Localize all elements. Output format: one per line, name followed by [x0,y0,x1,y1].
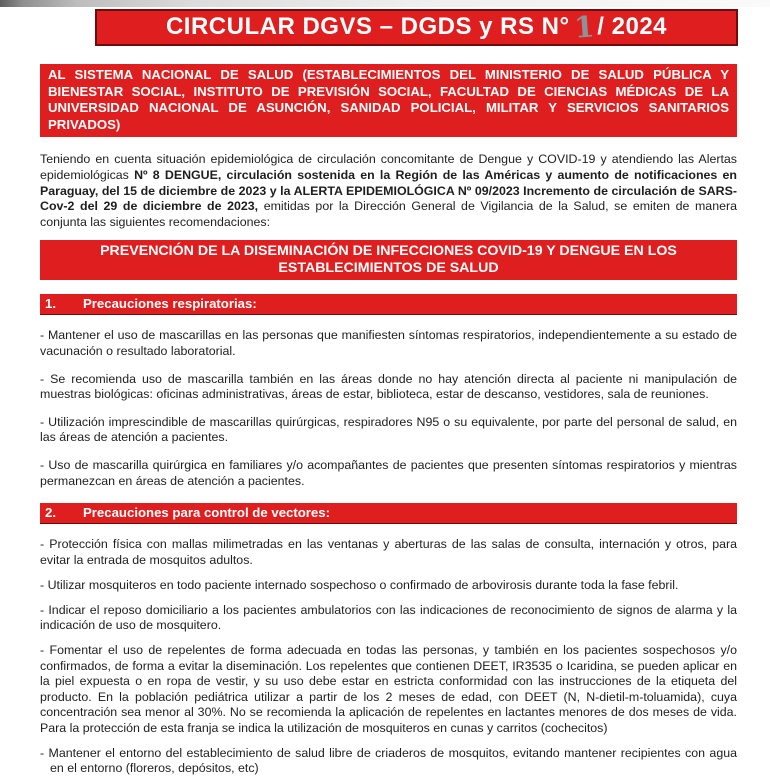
circular-number-handwritten: 1 [572,9,596,45]
section-1-number: 1. [45,296,56,312]
circular-title-banner [95,9,738,46]
main-subject-banner [40,240,737,280]
bullet-vectors-home-rest: - Indicar el reposo domiciliario a los pacientes ambulatorios con las indicaciones de reconocimiento de signos de alarma y la indicación de uso de mosquitero. [40,602,737,633]
scan-edge-artifact [0,0,770,7]
bullet-respiratory-masks: - Mantener el uso de mascarillas en las personas que manifiesten síntomas respiratorios, independientemente a su estado de vacunación o resultado laboratorial. [40,328,737,358]
bullet-vectors-screens: - Protección física con mallas milimetradas en las ventanas y aberturas de las salas de consulta, internación y otros, para evitar la entrada de mosquitos adultos. [40,537,737,567]
circular-title-suffix: / 2024 [597,13,668,40]
section-1-title: Precauciones respiratorias: [83,296,257,312]
intro-text-tail: emitidas por la Dirección General de Vigilancia de la Salud, se emiten de manera conjunta las siguientes recomendaciones: [40,199,737,229]
bullet-respiratory-companions: - Uso de mascarilla quirúrgica en familiares y/o acompañantes de pacientes que presenten síntomas respiratorios y mientras permanezcan en áreas de atención a pacientes. [40,457,737,488]
circular-title-prefix: CIRCULAR DGVS – DGDS y RS N° [165,13,570,40]
intro-paragraph [40,152,737,230]
bullet-respiratory-n95: - Utilización imprescindible de mascarillas quirúrgicas, respiradores N95 o su equivalente, por parte del personal de salud, en las áreas de atención a pacientes. [40,414,737,445]
intro-text-alerts-bold: Nº 8 DENGUE, circulación sostenida en la Región de las Américas y aumento de notificaciones en Paraguay, del 15 de diciembre de 2023 y la ALERTA EPIDEMIOLÓGICA Nº 09/2023 Incremento de circulación de SARS-Cov-2 del 29 de diciembre de 2023, [40,167,737,214]
bullet-vectors-repellents: - Fomentar el uso de repelentes de forma adecuada en todas las personas, y también en los pacientes sospechosos y/o confirmados, de forma a evitar la diseminación. Los repelentes que contienen DEET, IR3535 o Icaridina, se pueden aplicar en la piel expuesta o en ropa de vestir, y su uso debe estar en estricta conformidad con las instrucciones de la etiqueta del producto. En la población pediátrica utilizar a partir de los 2 meses de edad, con DEET (N, N-dietil-m-toluamida), cuya concentración sea menor al 30%. No se recomienda la aplicación de repelentes en lactantes menores de dos meses de vida. Para la protección de esta franja se indica la utilización de mosquiteros en cunas y carritos (cochecitos) [40,643,737,736]
section-2-number: 2. [45,505,56,521]
section-1-heading-banner [40,294,737,315]
main-subject-line2: ESTABLECIMIENTOS DE SALUD [278,259,499,276]
main-subject-line1: PREVENCIÓN DE LA DISEMINACIÓN DE INFECCIONES COVID-19 Y DENGUE EN LOS [100,243,677,260]
bullet-vectors-breeding-sites: - Mantener el entorno del establecimiento de salud libre de criaderos de mosquitos, evitando mantener recipientes con agua en el entorno (floreros, depósitos, etc) [40,745,737,776]
bullet-respiratory-admin-areas: - Se recomienda uso de mascarilla también en las áreas donde no hay atención directa al paciente ni manipulación de muestras biológicas: oficinas administrativas, áreas de estar, biblioteca, estar de descanso, vestidores, sala de reuniones. [40,371,737,402]
section-2-title: Precauciones para control de vectores: [83,505,330,521]
intro-text-lead: Teniendo en cuenta situación epidemiológica de circulación concomitante de Dengue y COVID-19 y atendiendo las Alertas epidemiológicas [40,152,737,182]
section-2-heading-banner [40,503,737,524]
bullet-vectors-bednets: - Utilizar mosquiteros en todo paciente internado sospechoso o confirmado de arbovirosis durante toda la fase febril. [40,578,679,593]
addressee-block: AL SISTEMA NACIONAL DE SALUD (ESTABLECIMIENTOS DEL MINISTERIO DE SALUD PÚBLICA Y BIENESTAR SOCIAL, INSTITUTO DE PREVISIÓN SOCIAL, FACULTAD DE CIENCIAS MÉDICAS DE LA UNIVERSIDAD NACIONAL DE ASUNCIÓN, SANIDAD POLICIAL, MILITAR Y SERVICIOS SANITARIOS PRIVADOS) [40,64,737,137]
